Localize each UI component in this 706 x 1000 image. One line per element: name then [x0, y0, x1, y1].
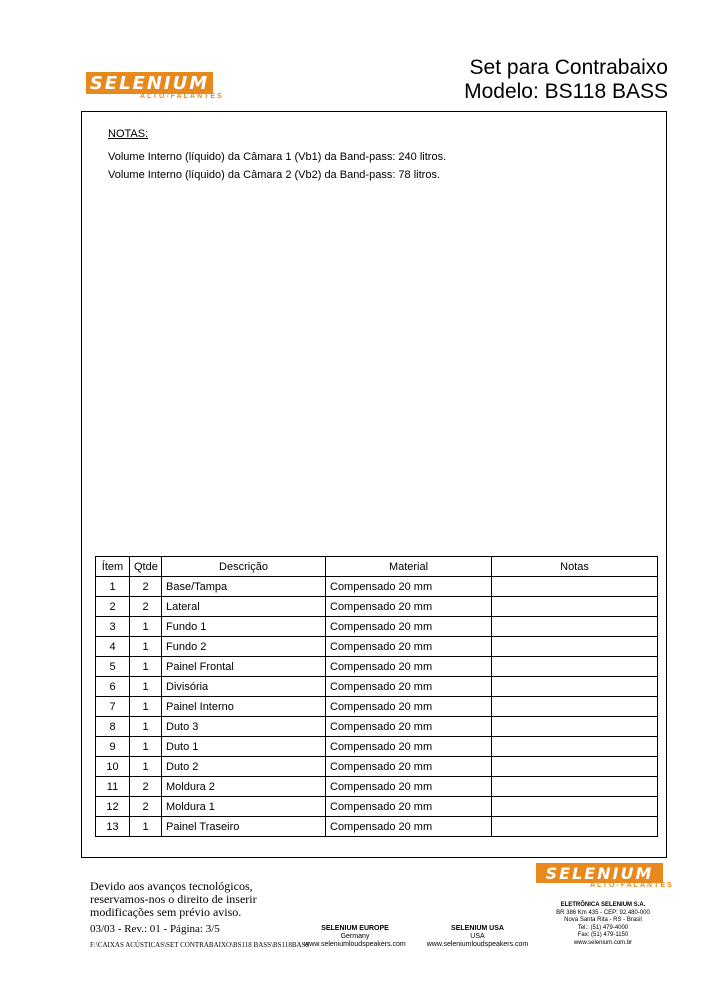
- note-line: Volume Interno (líquido) da Câmara 1 (Vb1) da Band-pass: 240 litros.: [108, 151, 447, 163]
- description-cell: Painel Frontal: [162, 657, 326, 677]
- table-row: [96, 617, 658, 637]
- material-cell: Compensado 20 mm: [326, 777, 492, 797]
- table-row: [96, 697, 658, 717]
- notes-cell: [492, 697, 658, 717]
- table-row: [96, 637, 658, 657]
- item-cell: 9: [96, 737, 130, 757]
- table-row: [96, 757, 658, 777]
- description-cell: Moldura 2: [162, 777, 326, 797]
- header-item: Ítem: [96, 557, 130, 577]
- item-cell: 6: [96, 677, 130, 697]
- disclaimer-line: Devido aos avanços tecnológicos,: [90, 879, 253, 893]
- item-cell: 3: [96, 617, 130, 637]
- table-row: [96, 817, 658, 837]
- notes-cell: [492, 817, 658, 837]
- office-country: USA: [470, 933, 485, 940]
- description-cell: Base/Tampa: [162, 577, 326, 597]
- company-phone: Tel.: (51) 479-4000: [577, 924, 629, 931]
- qty-cell: 1: [130, 737, 162, 757]
- description-cell: Duto 2: [162, 757, 326, 777]
- item-cell: 12: [96, 797, 130, 817]
- file-path: F:\CAIXAS ACÚSTICAS\SET CONTRABAIXO\BS118 BASS\BS118BASS: [90, 941, 310, 949]
- material-cell: Compensado 20 mm: [326, 677, 492, 697]
- office-name: SELENIUM EUROPE: [321, 925, 389, 932]
- qty-cell: 1: [130, 717, 162, 737]
- item-cell: 10: [96, 757, 130, 777]
- office-name: SELENIUM USA: [451, 925, 504, 932]
- company-website: www.selenium.com.br: [573, 939, 633, 946]
- qty-cell: 1: [130, 657, 162, 677]
- revision-info: 03/03 - Rev.: 01 - Página: 3/5: [90, 923, 220, 935]
- notes-cell: [492, 777, 658, 797]
- logo-subtitle: ALTO-FALANTES: [140, 93, 224, 100]
- notes-cell: [492, 637, 658, 657]
- disclaimer-line: reservamos-nos o direito de inserir: [90, 892, 257, 906]
- qty-cell: 2: [130, 597, 162, 617]
- qty-cell: 1: [130, 817, 162, 837]
- company-address: BR 386 Km 435 - CEP: 92.480-000: [556, 909, 650, 916]
- material-cell: Compensado 20 mm: [326, 617, 492, 637]
- material-cell: Compensado 20 mm: [326, 817, 492, 837]
- material-cell: Compensado 20 mm: [326, 797, 492, 817]
- description-cell: Duto 1: [162, 737, 326, 757]
- item-cell: 2: [96, 597, 130, 617]
- company-name: ELETRÔNICA SELENIUM S.A.: [560, 902, 646, 908]
- description-cell: Fundo 1: [162, 617, 326, 637]
- item-cell: 13: [96, 817, 130, 837]
- notes-cell: [492, 597, 658, 617]
- notes-cell: [492, 577, 658, 597]
- table-row: [96, 657, 658, 677]
- qty-cell: 1: [130, 697, 162, 717]
- document-title: Set para Contrabaixo: [469, 56, 668, 79]
- material-cell: Compensado 20 mm: [326, 657, 492, 677]
- table-row: [96, 597, 658, 617]
- logo-text: SELENIUM: [89, 72, 210, 94]
- description-cell: Duto 3: [162, 717, 326, 737]
- material-cell: Compensado 20 mm: [326, 597, 492, 617]
- header-qty: Qtde: [130, 557, 162, 577]
- material-cell: Compensado 20 mm: [326, 637, 492, 657]
- notes-cell: [492, 717, 658, 737]
- item-cell: 7: [96, 697, 130, 717]
- notes-heading: NOTAS:: [108, 128, 149, 140]
- item-cell: 8: [96, 717, 130, 737]
- notes-cell: [492, 737, 658, 757]
- qty-cell: 2: [130, 777, 162, 797]
- material-cell: Compensado 20 mm: [326, 697, 492, 717]
- qty-cell: 1: [130, 617, 162, 637]
- qty-cell: 1: [130, 637, 162, 657]
- note-line: Volume Interno (líquido) da Câmara 2 (Vb2) da Band-pass: 78 litros.: [108, 169, 441, 181]
- material-cell: Compensado 20 mm: [326, 757, 492, 777]
- company-fax: Fax: (51) 479-1150: [577, 932, 629, 938]
- description-cell: Painel Traseiro: [162, 817, 326, 837]
- company-address: Nova Santa Rita - RS - Brasil: [564, 917, 642, 923]
- office-country: Germany: [340, 933, 370, 940]
- table-row: [96, 797, 658, 817]
- header-material: Material: [326, 557, 492, 577]
- material-cell: Compensado 20 mm: [326, 717, 492, 737]
- office-website: www.seleniumloudspeakers.com: [304, 941, 406, 948]
- description-cell: Lateral: [162, 597, 326, 617]
- table-row: [96, 717, 658, 737]
- qty-cell: 1: [130, 757, 162, 777]
- office-usa: [420, 925, 535, 949]
- material-cell: Compensado 20 mm: [326, 577, 492, 597]
- logo-subtitle: ALTO-FALANTES: [590, 882, 674, 889]
- notes-cell: [492, 797, 658, 817]
- notes-cell: [492, 657, 658, 677]
- model-title: Modelo: BS118 BASS: [464, 80, 668, 103]
- item-cell: 4: [96, 637, 130, 657]
- disclaimer-line: modificações sem prévio aviso.: [90, 905, 242, 919]
- logo-text: SELENIUM: [545, 863, 654, 883]
- item-cell: 5: [96, 657, 130, 677]
- table-row: [96, 577, 658, 597]
- item-cell: 11: [96, 777, 130, 797]
- table-row: [96, 777, 658, 797]
- qty-cell: 1: [130, 677, 162, 697]
- qty-cell: 2: [130, 577, 162, 597]
- selenium-logo: [86, 72, 213, 94]
- description-cell: Fundo 2: [162, 637, 326, 657]
- header-description: Descrição: [162, 557, 326, 577]
- notes-cell: [492, 677, 658, 697]
- table-header-row: [96, 557, 658, 577]
- table-row: [96, 677, 658, 697]
- description-cell: Moldura 1: [162, 797, 326, 817]
- item-cell: 1: [96, 577, 130, 597]
- header-notes: Notas: [492, 557, 658, 577]
- parts-table: [95, 556, 658, 837]
- description-cell: Divisória: [162, 677, 326, 697]
- description-cell: Painel Interno: [162, 697, 326, 717]
- material-cell: Compensado 20 mm: [326, 737, 492, 757]
- company-info: [540, 902, 666, 947]
- notes-cell: [492, 757, 658, 777]
- notes-cell: [492, 617, 658, 637]
- office-europe: [300, 925, 410, 949]
- table-row: [96, 737, 658, 757]
- qty-cell: 2: [130, 797, 162, 817]
- selenium-logo-footer: [536, 863, 663, 883]
- office-website: www.seleniumloudspeakers.com: [426, 941, 529, 948]
